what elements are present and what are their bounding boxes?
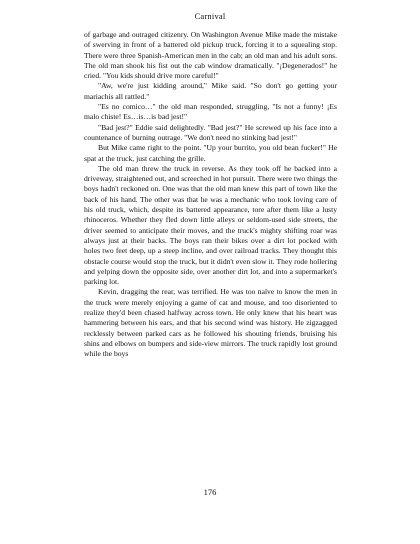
paragraph: "Es no comico…" the old man responded, struggling, "Is not a funny! ¡Es malo chiste! Es…is…is bad jest!" bbox=[84, 102, 337, 122]
paragraph: "Bad jest?" Eddie said delightedly. "Bad jest?" He screwed up his face into a countenance of burning outrage. "We don't need no stinking bad jest!" bbox=[84, 122, 337, 142]
paragraph: "Aw, we're just kidding around," Mike said. "So don't go getting your mariachis all rattled." bbox=[84, 81, 337, 101]
running-head: Carnival bbox=[194, 11, 226, 21]
paragraph: The old man threw the truck in reverse. As they took off he backed into a driveway, straightened out, and screeched in hot pursuit. There were two things the boys hadn't reckoned on. One was that the old man knew this part of town like the back of his hand. The other was that he was a mechanic who took loving care of his old truck, which, despite its battered appearance, tore after them like a lusty rhinoceros. Whether they fled down little alleys or seldom-used side streets, the driver seemed to anticipate their moves, and the truck's mighty shifting roar was always just at their backs. The boys ran their bikes over a dirt lot pocked with holes two feet deep, up a steep incline, and over railroad tracks. They thought this obstacle course would stop the truck, but it didn't even slow it. They rode hollering and yelping down the opposite side, over another dirt lot, and into a supermarket's parking lot. bbox=[84, 163, 337, 287]
page-number: 176 bbox=[203, 487, 217, 497]
body-text bbox=[84, 30, 337, 360]
paragraph: Kevin, dragging the rear, was terrified. He was too naïve to know the men in the truck were merely enjoying a game of cat and mouse, and too disoriented to realize they'd been chased halfway across town. He only knew that his heart was hammering between his ears, and that his second wind was history. He zigzagged recklessly between parked cars as he followed his shouting friends, bruising his shins and elbows on bumpers and side-view mirrors. The truck rapidly lost ground while the boys bbox=[84, 287, 337, 359]
paragraph: of garbage and outraged citizenry. On Washington Avenue Mike made the mistake of swerving in front of a battered old pickup truck, forcing it to a squealing stop. There were three Spanish-American men in the cab; an old man and his adult sons. The old man shook his fist out the cab window dramatically. "¡Degenerados!" he cried. "You kids should drive more careful!" bbox=[84, 30, 337, 81]
paragraph: But Mike came right to the point. "Up your burrito, you old bean fucker!" He spat at the truck, just catching the grille. bbox=[84, 143, 337, 163]
